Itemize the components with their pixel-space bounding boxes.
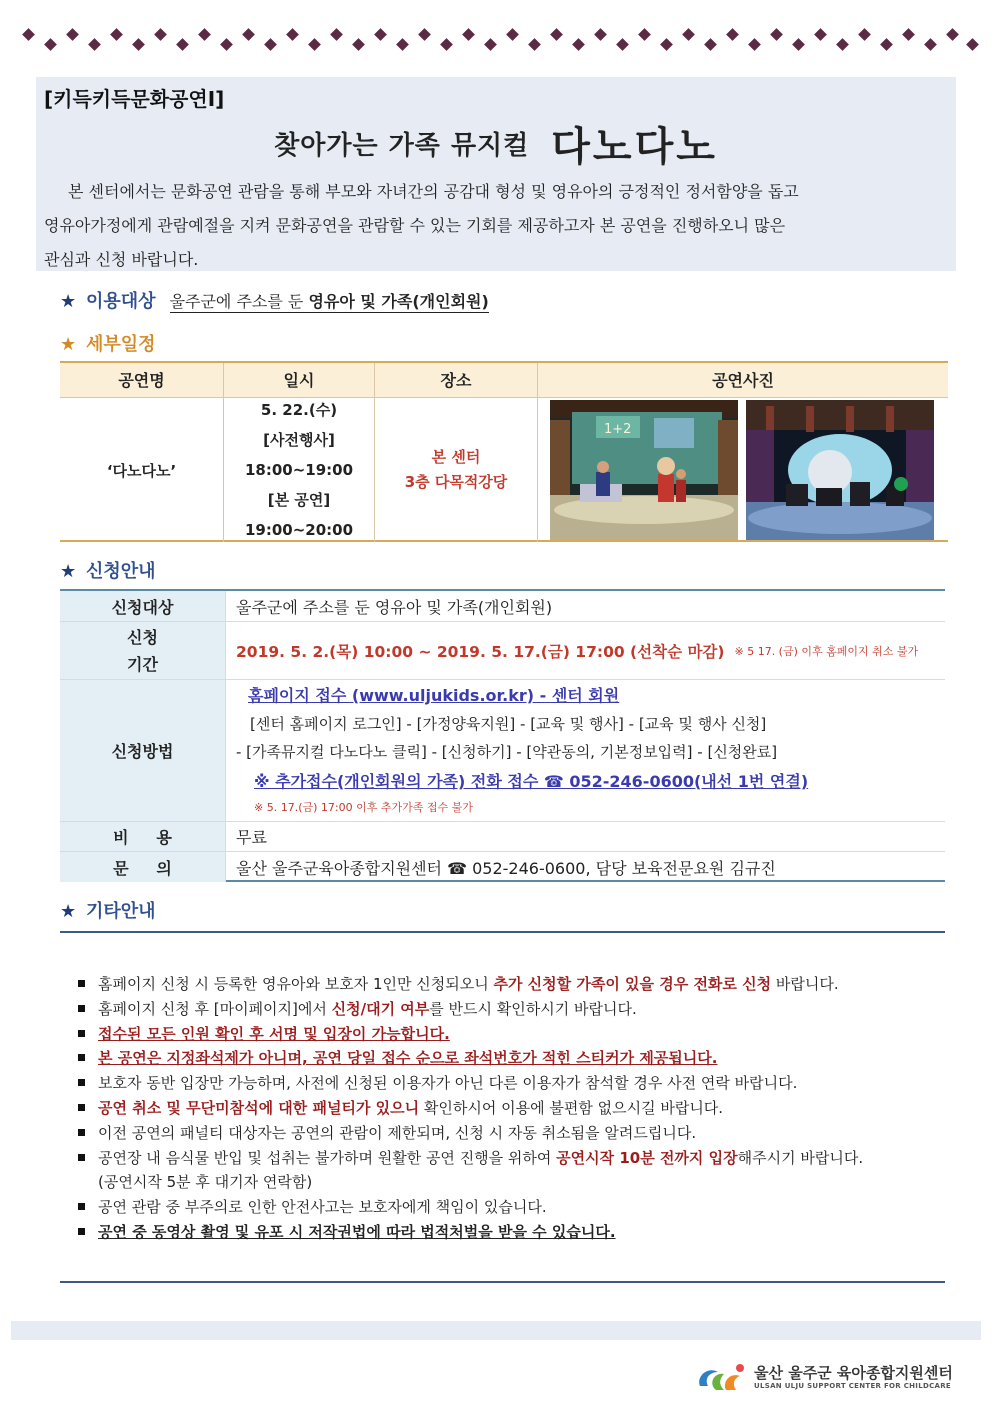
application-table (60, 589, 945, 882)
datetime-line: 18:00~19:00 (244, 461, 354, 479)
other-heading: 기타안내 (86, 901, 156, 922)
note-item-continued: (공연시작 5분 후 대기자 연락함) (98, 1173, 313, 1192)
note-item: 보호자 동반 입장만 가능하며, 사전에 신청된 이용자가 아닌 다른 이용자가 참석할 경우 사전 연락 바랍니다. (78, 1071, 958, 1096)
venue-line: 3층 다목적강당 (404, 473, 508, 491)
square-bullet-icon (78, 1030, 85, 1037)
venue-cell (375, 398, 537, 542)
square-bullet-icon (78, 1203, 85, 1210)
divider (60, 931, 945, 933)
square-bullet-icon (78, 1228, 85, 1235)
note-item: 홈페이지 신청 시 등록한 영유아와 보호자 1인만 신청되오니 추가 신청할 가족이 있을 경우 전화로 신청 바랍니다. (78, 972, 958, 997)
schedule-heading: 세부일정 (86, 334, 156, 355)
page-title (36, 115, 956, 172)
performance-photo-2 (746, 400, 934, 540)
series-label: [키득키득문화공연Ⅰ] (44, 87, 225, 111)
app-target-value: 울주군에 주소를 둔 영유아 및 가족(개인회원) (236, 597, 553, 617)
method-step-2: - [가족뮤지컬 다노다노 클릭] - [신청하기] - [약관동의, 기본정보입력] - [신청완료] (236, 743, 778, 761)
square-bullet-icon (78, 1005, 85, 1012)
app-contact-label: 문 의 (60, 852, 225, 882)
org-name: 울산 울주군 육아종합지원센터 (754, 1364, 953, 1382)
col-venue: 장소 (440, 371, 472, 390)
datetime-line: 19:00~20:00 (244, 521, 354, 539)
notes-list (78, 972, 958, 1245)
homepage-link[interactable]: 홈페이지 접수 (www.uljukids.or.kr) - 센터 회원 (248, 686, 620, 705)
method-step-1: [센터 홈페이지 로그인] - [가정양육지원] - [교육 및 행사] - [교육 및 행사 신청] (250, 715, 767, 733)
target-text-prefix: 울주군에 주소를 둔 (169, 292, 309, 311)
star-icon: ★ (60, 334, 77, 355)
app-method-cell (226, 681, 945, 821)
header-box (36, 77, 956, 271)
col-datetime: 일시 (283, 371, 315, 390)
star-icon: ★ (60, 901, 77, 922)
square-bullet-icon (78, 1079, 85, 1086)
app-period-label (60, 622, 225, 679)
app-period-label-line2: 기간 (127, 654, 158, 674)
app-period-cell (226, 622, 918, 679)
note-item: 본 공연은 지정좌석제가 아니며, 공연 당일 접수 순으로 좌석번호가 적힌 스티커가 제공됩니다. (78, 1046, 958, 1071)
venue-line: 본 센터 (431, 448, 481, 466)
svg-text:1+2: 1+2 (604, 422, 632, 437)
intro-line-2: 영유아가정에게 관람예절을 지켜 문화공연을 관람할 수 있는 기회를 제공하고자 본 공연을 진행하오니 많은 (44, 216, 786, 235)
note-item: 공연장 내 음식물 반입 및 섭취는 불가하며 원활한 공연 진행을 위하여 공연시작 10분 전까지 입장해주시기 바랍니다. (78, 1146, 958, 1171)
app-fee-value: 무료 (236, 828, 267, 847)
app-period-note: ※ 5 17. (금) 이후 홈페이지 취소 불가 (734, 644, 919, 658)
divider (60, 1281, 945, 1283)
show-name-cell (60, 398, 223, 542)
note-item: 홈페이지 신청 후 [마이페이지]에서 신청/대기 여부를 반드시 확인하시기 바랍니다. (78, 997, 958, 1022)
schedule-heading-row (60, 330, 156, 356)
method-note: ※ 5. 17.(금) 17:00 이후 추가가족 접수 불가 (254, 801, 473, 814)
intro-paragraph (44, 175, 948, 277)
star-icon: ★ (60, 291, 77, 312)
note-item: 공연 관람 중 부주의로 인한 안전사고는 보호자에게 책임이 있습니다. (78, 1195, 958, 1220)
target-heading: 이용대상 (86, 291, 156, 312)
performance-photo-1 (550, 400, 738, 540)
star-icon: ★ (60, 561, 77, 582)
app-contact-value: 울산 울주군육아종합지원센터 ☎ 052-246-0600, 담당 보육전문요원 김규진 (236, 858, 776, 878)
schedule-table (60, 361, 948, 542)
datetime-line: [사전행사] (263, 431, 335, 449)
footer-bar (11, 1321, 981, 1340)
center-logo-icon (696, 1360, 750, 1396)
center-logo (696, 1360, 986, 1396)
col-show-name: 공연명 (118, 371, 165, 390)
col-photos: 공연사진 (712, 371, 774, 390)
note-item: 이전 공연의 패널티 대상자는 공연의 관람이 제한되며, 신청 시 자동 취소됨을 알려드립니다. (78, 1121, 958, 1146)
target-text (170, 292, 489, 313)
square-bullet-icon (78, 1129, 85, 1136)
app-method-label: 신청방법 (60, 680, 225, 821)
note-item: 공연 중 동영상 촬영 및 유포 시 저작권법에 따라 법적처벌을 받을 수 있습니다. (78, 1220, 958, 1245)
datetime-cell (224, 398, 374, 542)
app-period-value: 2019. 5. 2.(목) 10:00 ~ 2019. 5. 17.(금) 17:00 (선착순 마감) (236, 642, 725, 661)
decorative-dots-row (0, 26, 992, 50)
title-prefix: 찾아가는 가족 뮤지컬 (274, 131, 530, 161)
square-bullet-icon (78, 1054, 85, 1061)
app-fee-label: 비 용 (60, 822, 225, 851)
note-item: 접수된 모든 인원 확인 후 서명 및 입장이 가능합니다. (78, 1022, 958, 1047)
app-period-label-line1: 신청 (127, 627, 158, 647)
target-section (60, 287, 489, 313)
square-bullet-icon (78, 980, 85, 987)
app-target-label: 신청대상 (60, 591, 225, 621)
square-bullet-icon (78, 1104, 85, 1111)
org-sub: ULSAN ULJU SUPPORT CENTER FOR CHILDCARE (754, 1382, 952, 1390)
extra-phone-link[interactable]: ※ 추가접수(개인회원의 가족) 전화 접수 ☎ 052-246-0600(내선 1번 연결) (254, 772, 809, 791)
datetime-line: [본 공연] (267, 491, 331, 509)
application-heading: 신청안내 (86, 561, 156, 582)
note-item: 공연 취소 및 무단미참석에 대한 패널티가 있으니 확인하시어 이용에 불편함 없으시길 바랍니다. (78, 1096, 958, 1121)
target-text-bold: 영유아 및 가족(개인회원) (308, 292, 489, 311)
intro-line-1: 본 센터에서는 문화공연 관람을 통해 부모와 자녀간의 공감대 형성 및 영유아의 긍정적인 정서함양을 돕고 (68, 182, 799, 201)
title-main: 다노다노 (551, 124, 718, 170)
application-heading-row (60, 557, 156, 583)
show-name: ‘다노다노’ (106, 461, 177, 480)
intro-line-3: 관심과 신청 바랍니다. (44, 250, 199, 269)
square-bullet-icon (78, 1154, 85, 1161)
other-heading-row (60, 897, 156, 923)
datetime-line: 5. 22.(수) (260, 401, 338, 419)
